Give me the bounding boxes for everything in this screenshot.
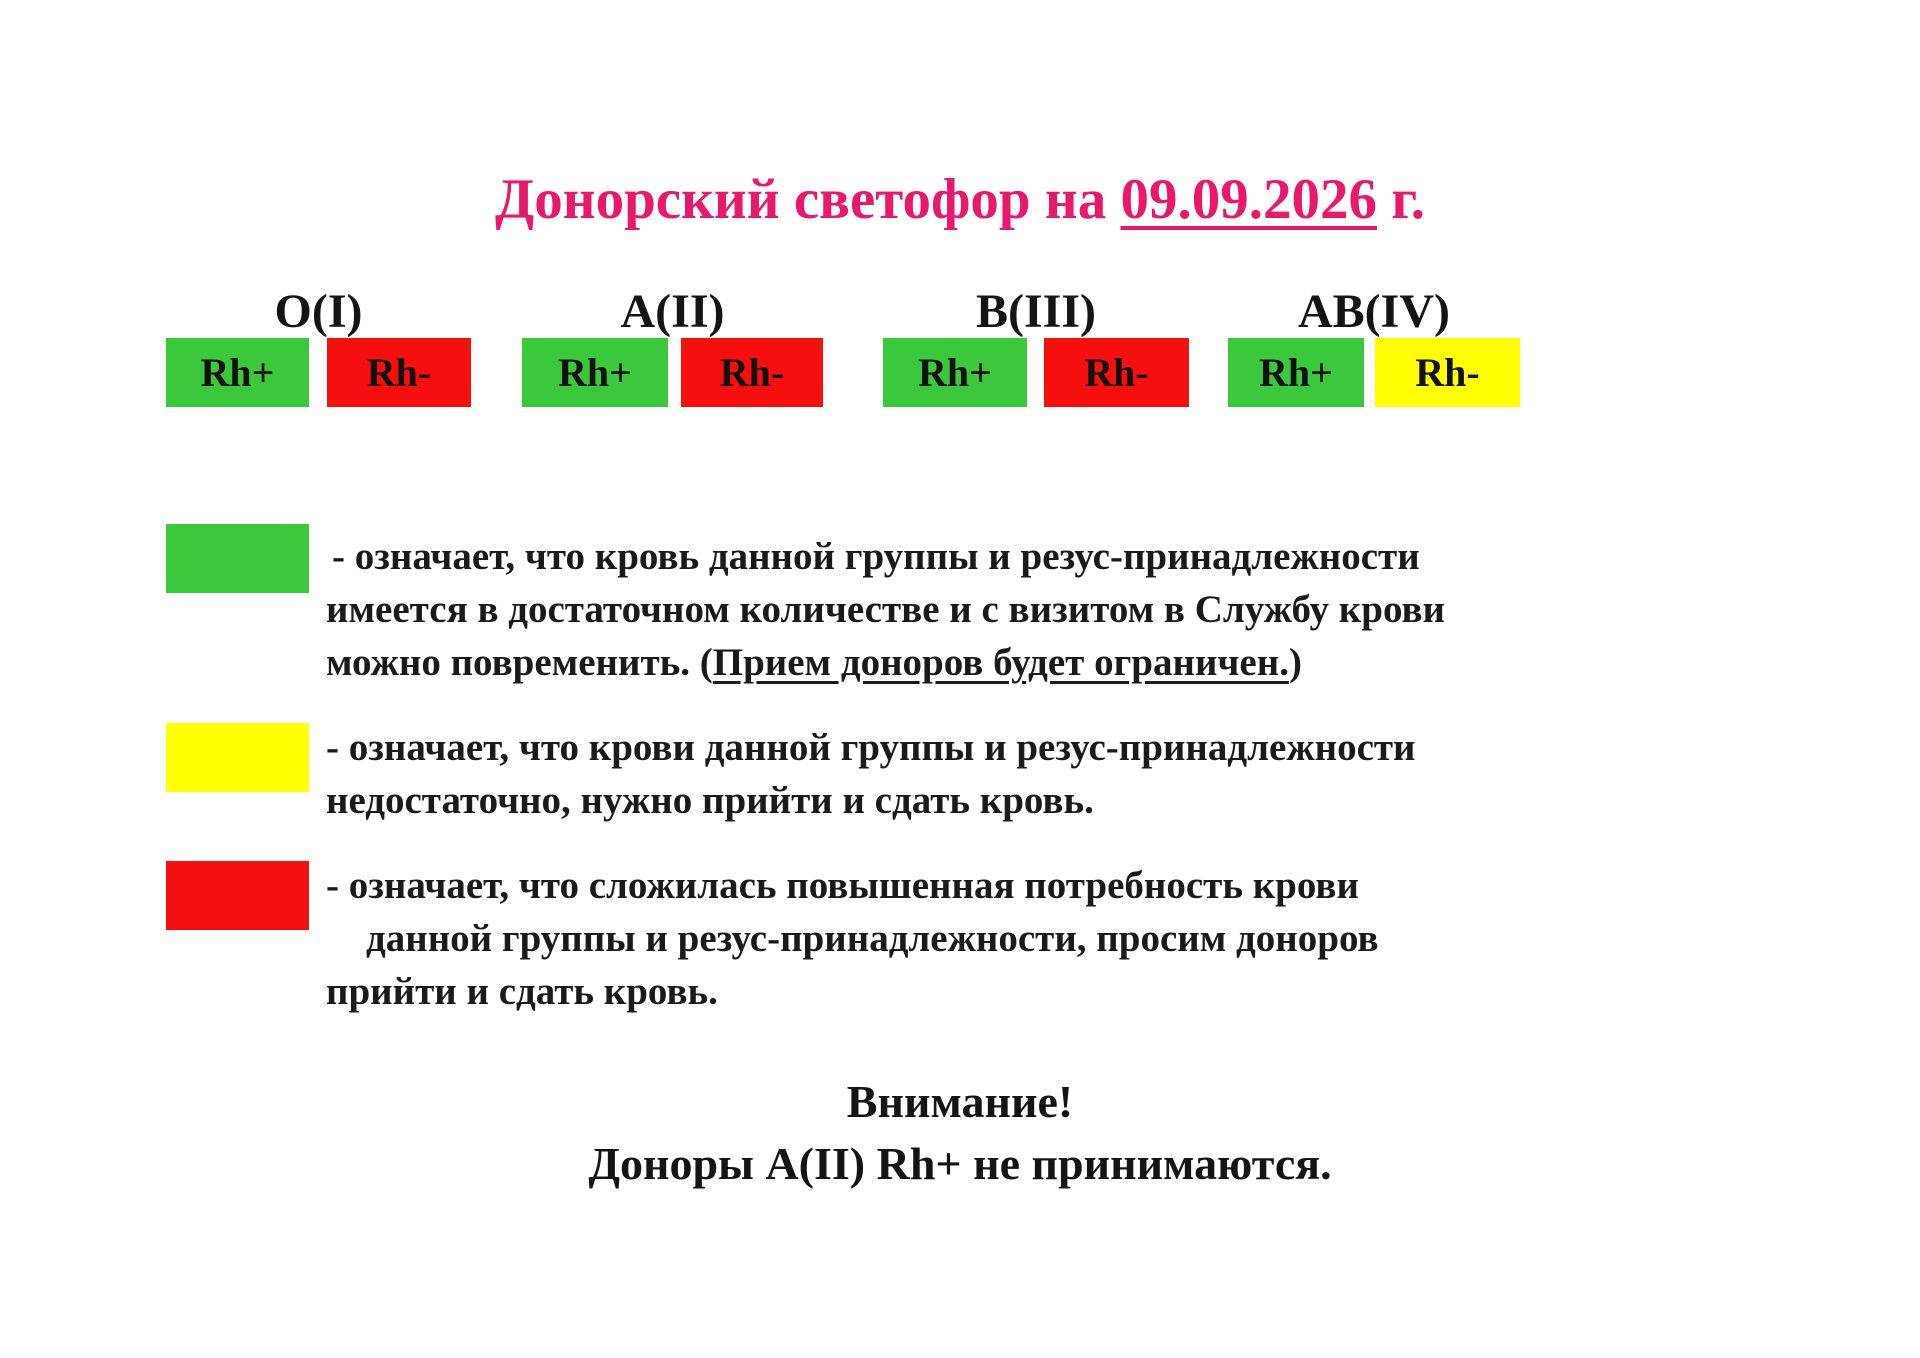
legend-line: - означает, что кровь данной группы и резус-принадлежности bbox=[332, 535, 1420, 578]
title-prefix: Донорский светофор на bbox=[495, 168, 1121, 231]
legend-red-swatch bbox=[166, 861, 309, 930]
limited-reception-note: Прием доноров будет ограничен. bbox=[712, 641, 1289, 684]
attention-heading: Внимание! bbox=[846, 1076, 1074, 1127]
legend-green-swatch bbox=[166, 524, 309, 593]
legend-line: имеется в достаточном количестве и с визитом в Службу крови bbox=[326, 588, 1446, 631]
legend-red-text bbox=[326, 859, 1776, 1018]
page-title bbox=[0, 165, 1920, 235]
title-date: 09.09.2026 bbox=[1120, 168, 1377, 231]
group-name: A(II) bbox=[620, 285, 725, 338]
rh-positive-indicator: Rh+ bbox=[883, 338, 1027, 407]
rh-positive-indicator: Rh+ bbox=[166, 338, 309, 407]
group-name: AB(IV) bbox=[1298, 285, 1450, 338]
rh-negative-indicator: Rh- bbox=[1044, 338, 1189, 407]
legend-line: данной группы и резус-принадлежности, просим доноров bbox=[366, 917, 1379, 960]
legend-green-text bbox=[326, 530, 1776, 689]
group-name: O(I) bbox=[274, 285, 363, 338]
group-name: B(III) bbox=[975, 285, 1097, 338]
rh-negative-indicator: Rh- bbox=[681, 338, 823, 407]
blood-group-b bbox=[883, 282, 1189, 407]
legend-line: - означает, что сложилась повышенная потребность крови bbox=[326, 864, 1359, 907]
legend-line: недостаточно, нужно прийти и сдать кровь. bbox=[326, 779, 1094, 822]
rh-negative-indicator: Rh- bbox=[1375, 338, 1520, 407]
legend-line: прийти и сдать кровь. bbox=[326, 970, 718, 1013]
legend-line: можно повременить. (Прием доноров будет ограничен.) bbox=[326, 641, 1302, 684]
legend-yellow-swatch bbox=[166, 723, 309, 792]
title-suffix: г. bbox=[1376, 168, 1425, 231]
blood-group-a bbox=[522, 282, 823, 407]
rh-positive-indicator: Rh+ bbox=[1228, 338, 1364, 407]
legend-yellow-text bbox=[326, 721, 1776, 827]
attention-notice: Доноры A(II) Rh+ не принимаются. bbox=[588, 1138, 1332, 1189]
blood-group-o bbox=[166, 282, 471, 407]
rh-negative-indicator: Rh- bbox=[327, 338, 471, 407]
blood-group-ab bbox=[1228, 282, 1520, 407]
legend-line: - означает, что крови данной группы и резус-принадлежности bbox=[326, 726, 1416, 769]
rh-positive-indicator: Rh+ bbox=[522, 338, 668, 407]
